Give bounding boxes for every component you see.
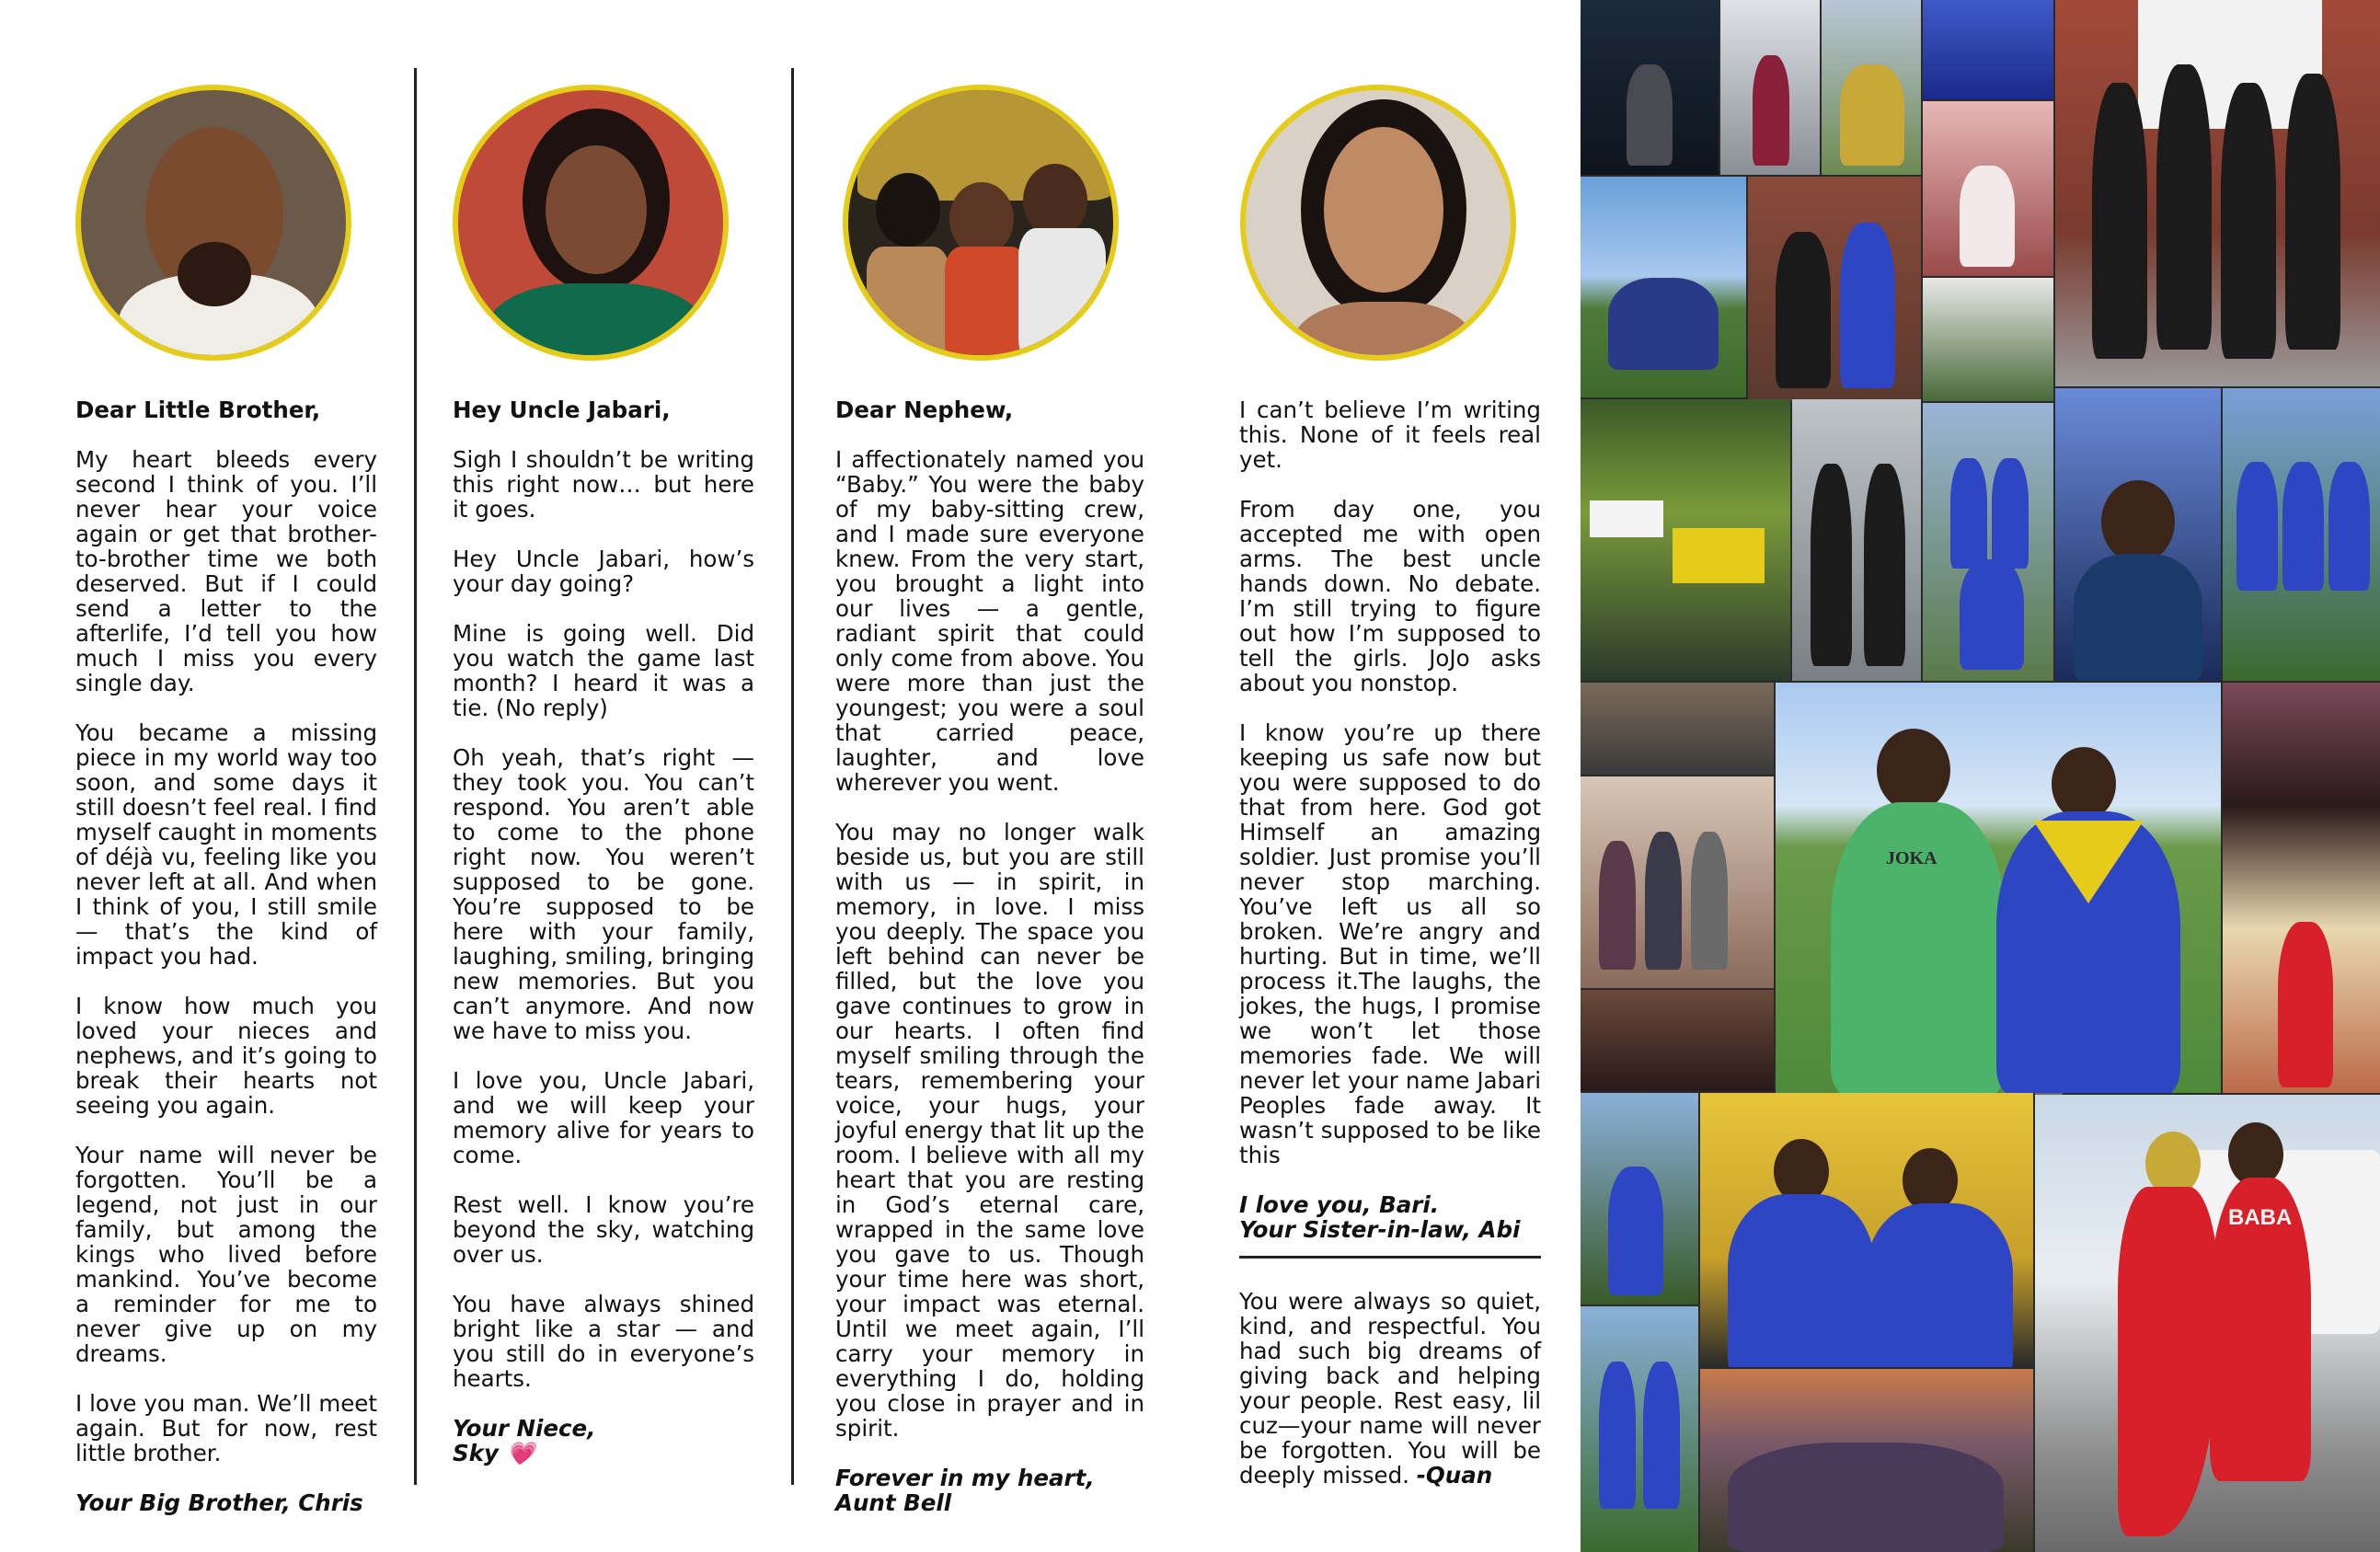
collage-photo-graduation-main bbox=[1776, 683, 2221, 1093]
collage-photo bbox=[1581, 1306, 1698, 1552]
collage-photo bbox=[1581, 1093, 1698, 1305]
column-divider bbox=[791, 68, 794, 1485]
collage-photo bbox=[1720, 0, 1820, 175]
letter-paragraph: I love you, Uncle Jabari, and we will keep your memory alive for years to come. bbox=[453, 1067, 754, 1168]
column-divider bbox=[414, 68, 417, 1485]
letter-paragraph: I know how much you loved your nieces and nephews, and it’s going to break their hearts not seeing you again. bbox=[75, 993, 377, 1119]
letter-paragraph: Rest well. I know you’re beyond the sky, watching over us. bbox=[453, 1191, 754, 1268]
collage-photo bbox=[1923, 403, 2053, 681]
letter-paragraph: I affectionately named you “Baby.” You were the baby of my baby-sitting crew, and I made sure everyone knew. From the very start, you brought a light into our lives — a gentle, radiant spirit that could only come from above. You were more than just the youngest; you were a soul that carried peace, laughter, and love wherever you went. bbox=[835, 446, 1144, 796]
collage-photo bbox=[1923, 0, 2053, 99]
collage-photo bbox=[1581, 776, 1774, 988]
letter-signature: Forever in my heart, Aunt Bell bbox=[835, 1465, 1095, 1516]
collage-photo bbox=[1581, 399, 1790, 681]
avatar-aunt-bell bbox=[843, 85, 1119, 361]
collage-photo bbox=[1581, 990, 1774, 1091]
letter-signature: I love you, Bari. Your Sister-in-law, Abi bbox=[1239, 1191, 1521, 1243]
avatar-chris bbox=[75, 85, 351, 361]
photo-collage bbox=[1581, 0, 2380, 1552]
collage-photo bbox=[1748, 177, 1921, 401]
collage-photo-graduates bbox=[1700, 1093, 2033, 1367]
letter-paragraph: I love you man. We’ll meet again. But for now, rest little brother. bbox=[75, 1390, 377, 1466]
letter-paragraph: Your name will never be forgotten. You’ll be a legend, not just in our family, but among the kings who lived before mankind. You’ve become a reminder for me to never give up on my dreams. bbox=[75, 1142, 377, 1367]
letter-paragraph: I know you’re up there keeping us safe now but you were supposed to do that from here. God got Himself an amazing soldier. Just promise you’ll never stop marching. You’ve left us all so broken. We’re angry and hurting. But in time, we’ll process it.The laughs, the jokes, the hugs, I promise we won’t let those memories fade. We will never let your name Jabari Peoples fade away. It wasn’t supposed to be like this bbox=[1239, 719, 1541, 1168]
collage-photo bbox=[1581, 177, 1746, 397]
quan-signature: -Quan bbox=[1416, 1462, 1493, 1489]
letter-greeting: Dear Nephew, bbox=[835, 397, 1014, 423]
letter-paragraph: Mine is going well. Did you watch the game last month? I heard it was a tie. (No reply) bbox=[453, 620, 754, 721]
letter-paragraph: You may no longer walk beside us, but you are still with us — in spirit, in memory, in love. I miss you deeply. The space you left behind can never be filled, but the love you gave continues to grow in our hearts. I often find myself smiling through the tears, remembering your voice, your hugs, your joyful energy that lit up the room. I believe with all my heart that you are resting in God’s eternal care, wrapped in the same love you gave to us. Though your time here was short, your impact was eternal. Until we meet again, I’ll carry your memory in everything I do, holding you close in prayer and in spirit. bbox=[835, 819, 1144, 1442]
letter-sky bbox=[453, 397, 754, 1466]
letter-aunt-bell bbox=[835, 397, 1144, 1515]
letter-paragraph: Oh yeah, that’s right — they took you. You can’t respond. You aren’t able to come to the phone right now. You weren’t supposed to be gone. You’re supposed to be here with your family, laughing, smiling, bringing new memories. But you can’t anymore. And now we have to miss you. bbox=[453, 744, 754, 1044]
shirt-text: JOKA bbox=[1886, 848, 1937, 868]
avatar-sky bbox=[453, 85, 729, 361]
collage-photo bbox=[1792, 399, 1921, 681]
collage-photo bbox=[2055, 388, 2221, 681]
quan-note-text: You were always so quiet, kind, and respectful. You had such big dreams of giving back and helping your people. Rest easy, lil cuz—your name will never be forgotten. You will be deeply missed. bbox=[1239, 1288, 1541, 1489]
note-divider bbox=[1239, 1256, 1541, 1259]
letter-greeting: Hey Uncle Jabari, bbox=[453, 397, 671, 423]
collage-photo bbox=[2055, 0, 2380, 386]
collage-photo bbox=[1923, 101, 2053, 276]
letter-signature: Your Big Brother, Chris bbox=[75, 1489, 363, 1516]
collage-photo bbox=[1822, 0, 1921, 175]
letter-paragraph: I can’t believe I’m writing this. None of it feels real yet. bbox=[1239, 397, 1541, 473]
collage-photo-prom bbox=[2035, 1095, 2380, 1552]
collage-photo bbox=[2223, 388, 2380, 681]
letter-paragraph: From day one, you accepted me with open arms. The best uncle hands down. No debate. I’m still trying to figure out how I’m supposed to tell the girls. JoJo asks about you nonstop. bbox=[1239, 496, 1541, 696]
letter-abi bbox=[1239, 397, 1541, 1242]
collage-photo bbox=[1700, 1369, 2033, 1552]
letter-paragraph: You have always shined bright like a star — and you still do in everyone’s hearts. bbox=[453, 1291, 754, 1392]
letter-paragraph: My heart bleeds every second I think of you. I’ll never hear your voice again or get that brother-to-brother time we both deserved. But if I could send a letter to the afterlife, I’d tell you how much I miss you every single day. bbox=[75, 446, 377, 696]
letter-chris bbox=[75, 397, 377, 1515]
jacket-text: BABA bbox=[2228, 1205, 2293, 1230]
collage-photo bbox=[1923, 278, 2053, 401]
letter-signature: Your Niece, Sky 💗 bbox=[453, 1415, 596, 1466]
letter-quan bbox=[1239, 1289, 1541, 1488]
letter-greeting: Dear Little Brother, bbox=[75, 397, 321, 423]
collage-photo bbox=[1581, 683, 1774, 775]
collage-photo bbox=[2223, 683, 2380, 1093]
avatar-abi bbox=[1240, 85, 1516, 361]
letter-paragraph: You became a missing piece in my world way too soon, and some days it still doesn’t feel real. I find myself caught in moments of déjà vu, feeling like you never left at all. And when I think of you, I still smile — that’s the kind of impact you had. bbox=[75, 719, 377, 970]
letter-paragraph: Sigh I shouldn’t be writing this right now… but here it goes. bbox=[453, 446, 754, 523]
collage-photo bbox=[1581, 0, 1719, 175]
letter-paragraph: Hey Uncle Jabari, how’s your day going? bbox=[453, 546, 754, 597]
